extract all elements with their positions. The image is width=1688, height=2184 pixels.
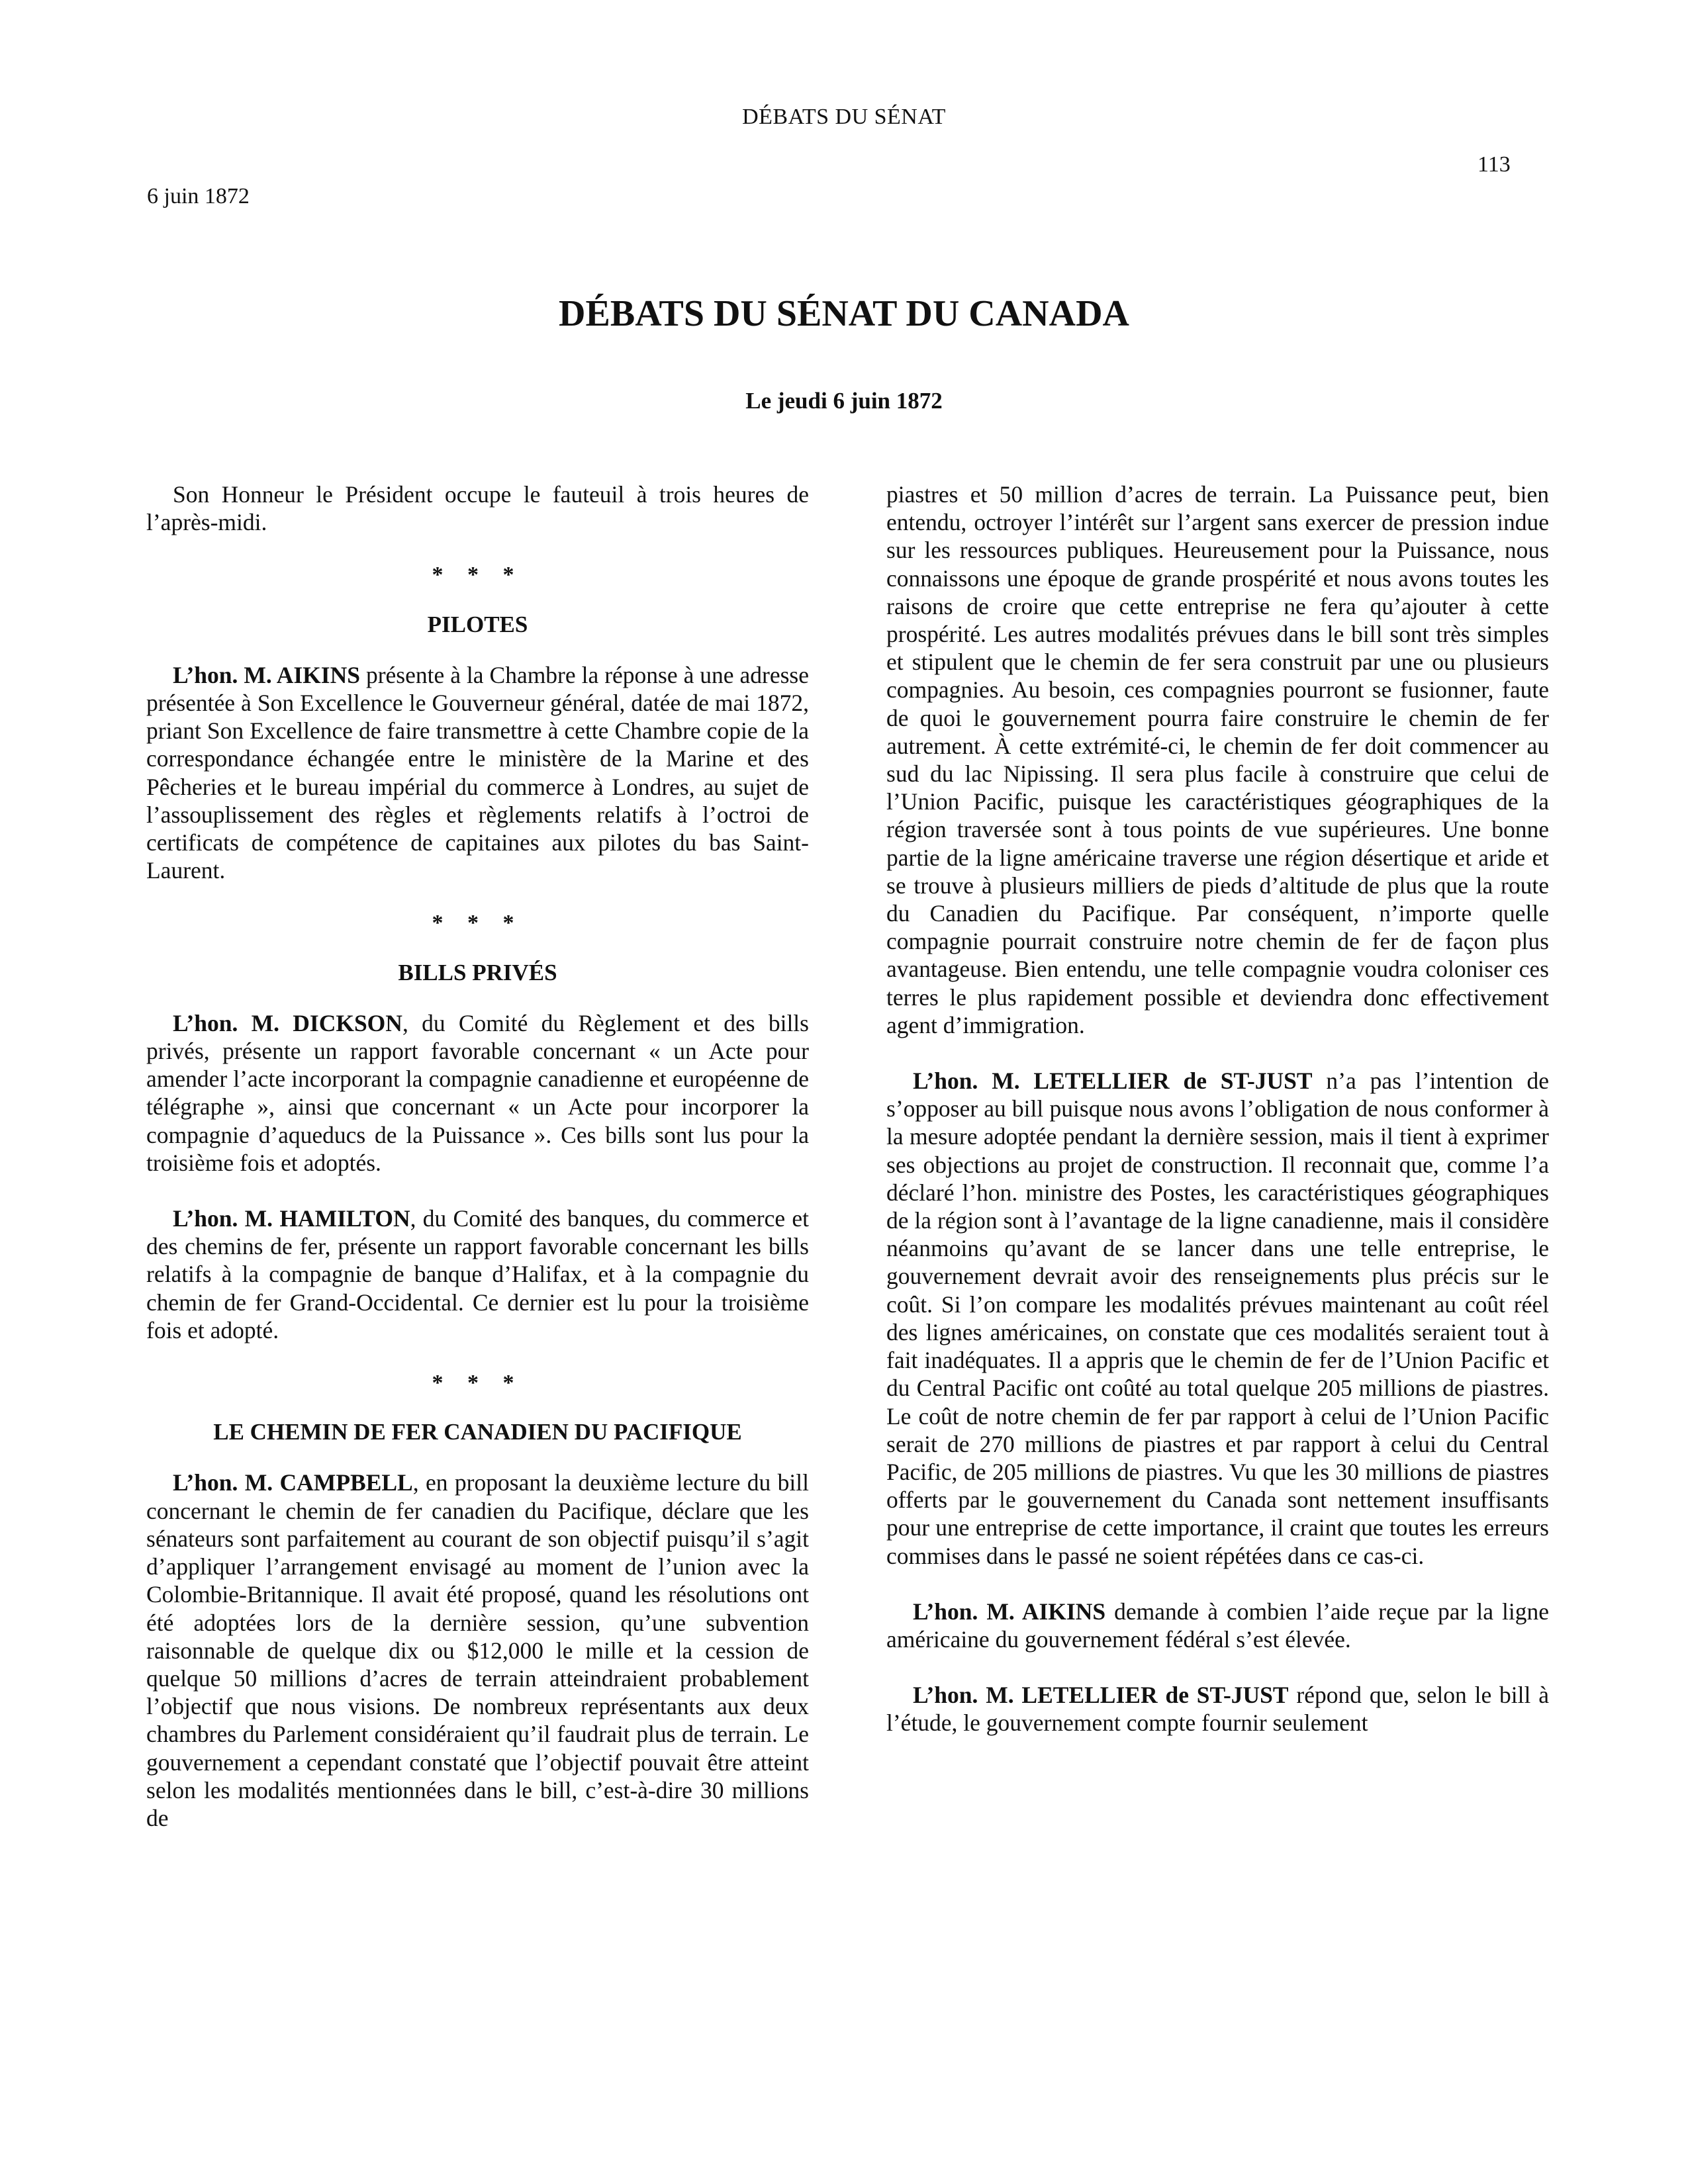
page-title: DÉBATS DU SÉNAT DU CANADA <box>559 293 1129 334</box>
speaker-name: L’hon. M. HAMILTON <box>173 1205 410 1232</box>
paragraph-text: présente à la Chambre la réponse à une adresse présentée à Son Excellence le Gouverneur général, datée de mai 1872, priant Son Excellence de faire transmettre à cette Chambre copie de la correspondance échangée entre le ministère de la Marine et des Pêcheries et le bureau impérial du commerce à Londres, au sujet de l’assouplissement des règles et règlements relatifs à l’octroi de certificats de compétence de capitaines aux pilotes du bas Saint-Laurent. <box>146 661 809 884</box>
paragraph-text: répond que, selon le bill à l’étude, le gouvernement compte fournir seulement <box>886 1682 1549 1737</box>
paragraph-campbell <box>146 1469 809 1832</box>
speaker-name: L’hon. M. LETELLIER de ST-JUST <box>913 1682 1289 1709</box>
opening-paragraph: Son Honneur le Président occupe le fauteuil à trois heures de l’après-midi. <box>146 481 809 536</box>
speaker-name: L’hon. M. DICKSON <box>173 1009 402 1036</box>
paragraph-letellier-1 <box>886 1067 1549 1570</box>
paragraph-dickson <box>146 1009 809 1177</box>
speaker-name: L’hon. M. CAMPBELL <box>173 1469 413 1496</box>
page-date: 6 juin 1872 <box>147 184 250 208</box>
paragraph-text: demande à combien l’aide reçue par la ligne américaine du gouvernement fédéral s’est élevée. <box>886 1598 1549 1653</box>
speaker-name: L’hon. M. LETELLIER de ST-JUST <box>913 1068 1313 1095</box>
left-column <box>146 480 809 1832</box>
paragraph-aikins <box>146 661 809 885</box>
paragraph-hamilton <box>146 1205 809 1344</box>
section-heading-pilotes: PILOTES <box>427 611 528 637</box>
speaker-name: L’hon. M. AIKINS <box>913 1598 1106 1625</box>
paragraph-text: n’a pas l’intention de s’opposer au bill puisque nous avons l’obligation de nous conformer à la mesure adoptée pendant la dernière session, mais il tient à exprimer ses objections au projet de construction. Il reconnait que, comme l’a déclaré l’hon. ministre des Postes, les caractéristiques géographiques de la région sont à l’avantage de la ligne canadienne, mais il considère néanmoins qu’avant de se lancer dans une telle entreprise, le gouvernement devrait avoir des renseignements plus précis sur le coût. Si l’on compare les modalités prévues maintenant au coût réel des lignes américaines, on constate que ces modalités seraient tout à fait inadéquates. Il a appris que le chemin de fer de l’Union Pacific et du Central Pacific ont coûté au total quelque 205 millions de piastres. Le coût de notre chemin de fer par rapport à celui de l’Union Pacific serait de 270 millions de piastres et par rapport à celui du Central Pacific, de 205 millions de piastres. Vu que les 30 millions de piastres offerts par le gouvernement du Canada sont nettement insuffisants pour une entreprise de cette importance, il craint que toutes les erreurs commises dans le passé ne soient répétées dans ce cas-ci. <box>886 1068 1549 1569</box>
section-separator: * * * <box>432 1371 524 1396</box>
sitting-date: Le jeudi 6 juin 1872 <box>745 388 943 414</box>
paragraph-text: , en proposant la deuxième lecture du bill concernant le chemin de fer canadien du Pacifique, déclare que les sénateurs sont parfaitement au courant de son objectif puisqu’il s’agit d’appliquer l’arrangement envisagé au moment de l’union avec la Colombie-Britannique. Il avait été proposé, quand les résolutions ont été adoptées lors de la dernière session, qu’une subvention raisonnable de quelque dix ou $12,000 le mille et la cession de quelque 50 millions d’acres de terrain atteindraient probablement l’objectif que nous visions. De nombreux représentants aux deux chambres du Parlement considéraient qu’il faudrait plus de terrain. Le gouvernement a cependant constaté que l’objectif pouvait être atteint selon les modalités mentionnées dans le bill, c’est-à-dire 30 millions de <box>146 1469 809 1831</box>
paragraph-aikins-question <box>886 1598 1549 1653</box>
section-separator: * * * <box>432 911 524 936</box>
running-head: DÉBATS DU SÉNAT <box>742 105 946 129</box>
right-column <box>886 480 1549 1737</box>
speaker-name: L’hon. M. AIKINS <box>173 661 360 688</box>
page-number: 113 <box>1477 152 1511 177</box>
section-heading-bills-prives: BILLS PRIVÉS <box>398 959 557 985</box>
paragraph-text: , du Comité du Règlement et des bills privés, présente un rapport favorable concernant « un Acte pour amender l’acte incorporant la compagnie canadienne et européenne de télégraphe », ainsi que concernant « un Acte pour incorporer la compagnie d’aqueducs de la Puissance ». Ces bills sont lus pour la troisième fois et adoptés. <box>146 1009 809 1176</box>
continuation-paragraph: piastres et 50 million d’acres de terrain. La Puissance peut, bien entendu, octroyer l’intérêt sur l’argent sans exercer de pression indue sur les ressources publiques. Heureusement pour la Puissance, nous connaissons une époque de grande prospérité et nous avons toutes les raisons de croire que cette entreprise ne fera qu’ajouter à cette prospérité. Les autres modalités prévues dans le bill sont très simples et stipulent que le chemin de fer sera construit par une ou plusieurs compagnies. Au besoin, ces compagnies pourront se fusionner, faute de quoi le gouvernement pourra faire construire le chemin de fer autrement. À cette extrémité-ci, le chemin de fer doit commencer au sud du lac Nipissing. Il sera plus facile à construire que celui de l’Union Pacific, puisque les caractéristiques géographiques de la région traversée sont à tous points de vue supérieures. Une bonne partie de la ligne américaine traverse une région désertique et aride et se trouve à plusieurs milliers de pieds d’altitude de plus que la route du Canadien du Pacifique. Par conséquent, n’importe quelle compagnie pourrait construire notre chemin de fer de façon plus avantageuse. Bien entendu, une telle compagnie voudra coloniser ces terres le plus rapidement possible et deviendra donc effectivement agent d’immigration. <box>886 481 1549 1038</box>
paragraph-letellier-2 <box>886 1681 1549 1737</box>
paragraph-text: , du Comité des banques, du commerce et des chemins de fer, présente un rapport favorable concernant les bills relatifs à la compagnie de banque d’Halifax, et à la compagnie du chemin de fer Grand-Occidental. Ce dernier est lu pour la troisième fois et adopté. <box>146 1205 809 1343</box>
section-heading-chemin-de-fer: LE CHEMIN DE FER CANADIEN DU PACIFIQUE <box>213 1419 742 1445</box>
section-separator: * * * <box>432 563 524 588</box>
